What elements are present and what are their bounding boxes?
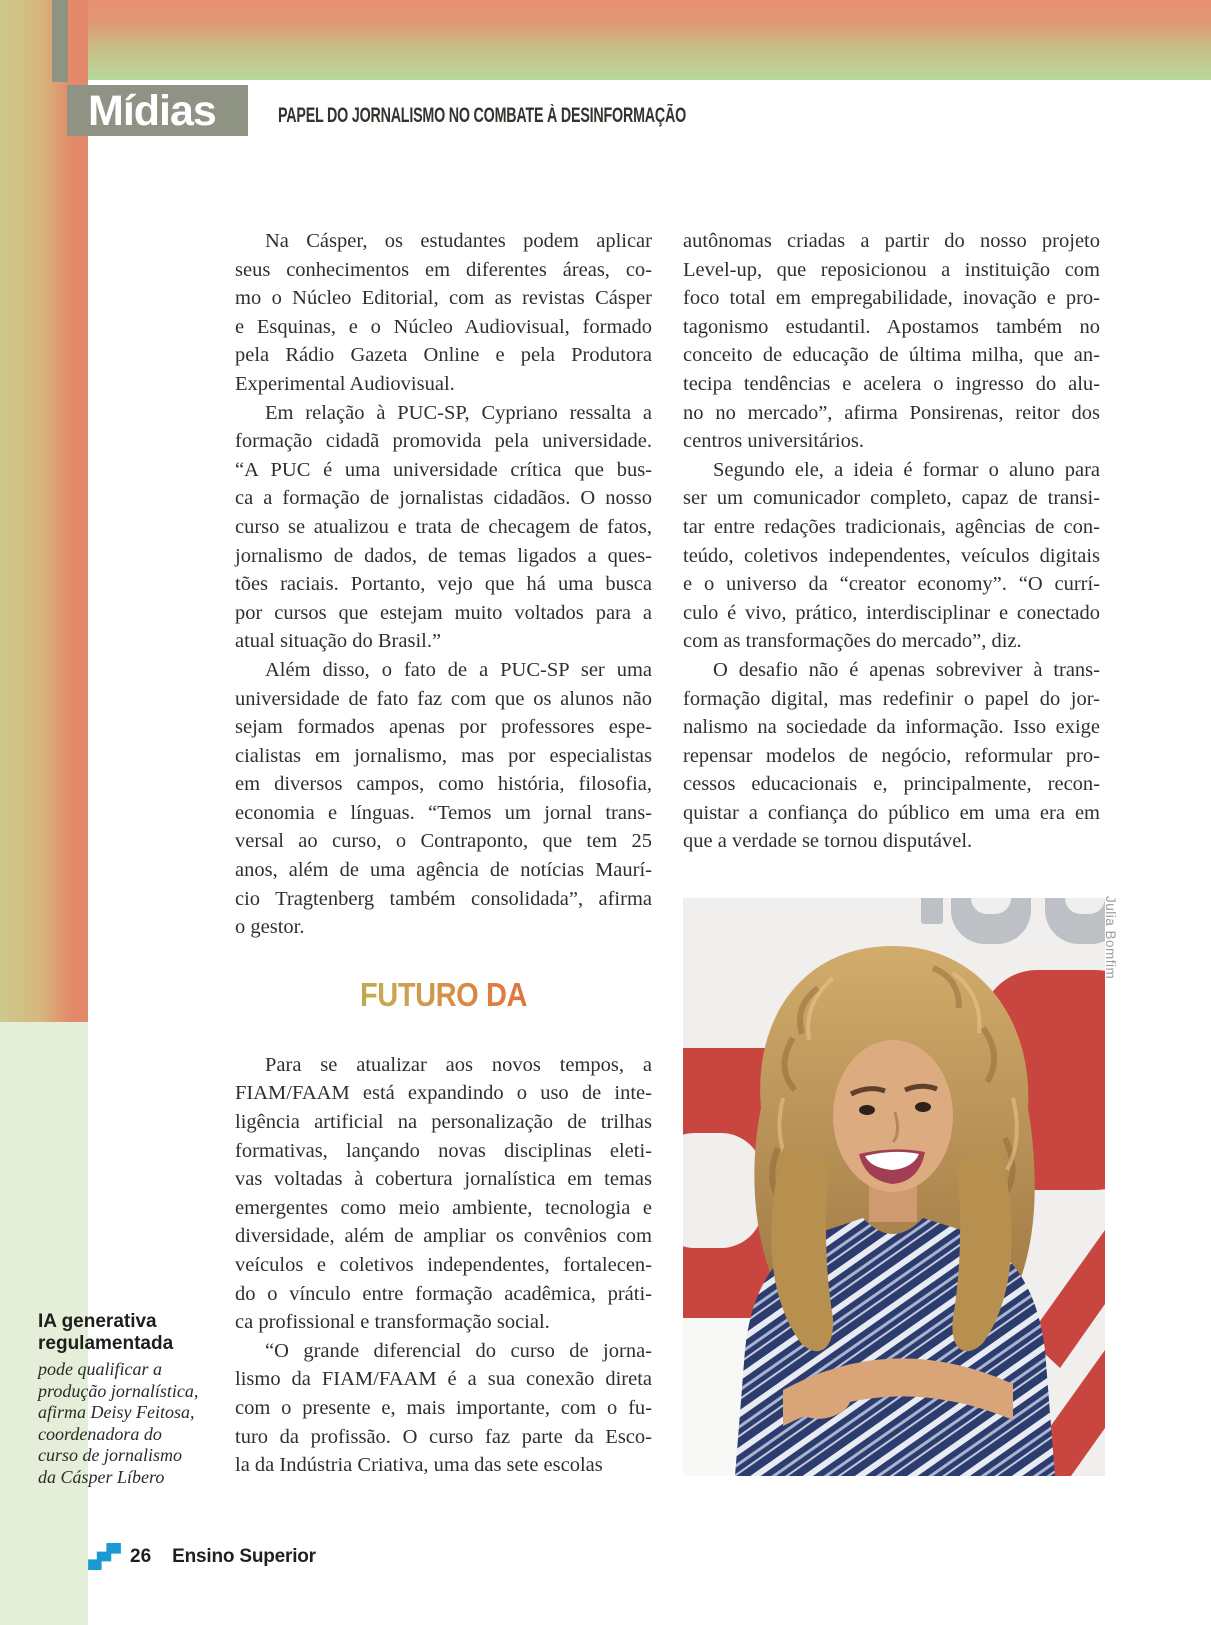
- note-body-line: pode qualificar a: [38, 1359, 162, 1379]
- paragraph: [683, 456, 1100, 656]
- body-line: [235, 227, 652, 256]
- body-line-text: que a verdade se tornou disputável.: [683, 830, 973, 853]
- body-line: [683, 656, 1100, 685]
- body-line-text: vas voltadas à cobertura jornalística em temas: [235, 1168, 652, 1191]
- note-title-line-1: IA generativa: [38, 1311, 157, 1332]
- body-line: [235, 313, 652, 342]
- body-line-text: jornalismo de dados, de temas ligados a ques-: [235, 544, 652, 567]
- body-line: [235, 1194, 652, 1223]
- body-line-text: Além disso, o fato de a PUC-SP ser uma: [265, 658, 652, 681]
- body-line-text: sejam formados apenas por professores espe-: [235, 716, 652, 739]
- body-line-text: do o vínculo entre formação acadêmica, práti-: [235, 1282, 652, 1305]
- body-line-text: o gestor.: [235, 916, 305, 939]
- body-line-text: cio Tragtenberg também consolidada”, afirma: [235, 887, 652, 910]
- body-line-text: diversidade, além de ampliar os convênios com: [235, 1225, 652, 1248]
- body-line-text: “O grande diferencial do curso de jorna-: [265, 1339, 652, 1362]
- body-line: [235, 456, 652, 485]
- body-line-text: quistar a confiança do público em uma era em: [683, 801, 1100, 824]
- body-line-text: formação digital, mas redefinir o papel do jor-: [683, 687, 1100, 710]
- sidebar-note: [38, 1311, 208, 1488]
- article-column-left: [235, 227, 652, 1480]
- article-column-right: [683, 227, 1100, 856]
- body-line: [235, 1337, 652, 1366]
- body-line-text: tagonismo estudantil. Apostamos também no: [683, 315, 1100, 338]
- body-line: [235, 1079, 652, 1108]
- body-line: [235, 913, 652, 942]
- body-line: [235, 1108, 652, 1137]
- body-line-text: nalismo na sociedade da informação. Isso exige: [683, 716, 1100, 739]
- body-line-text: veículos e coletivos independentes, fortalecen-: [235, 1254, 652, 1276]
- note-body-line: da Cásper Líbero: [38, 1466, 165, 1487]
- body-line: [235, 370, 652, 399]
- note-body-line: produção jornalística,: [38, 1380, 199, 1401]
- body-line-text: pela Rádio Gazeta Online e pela Produtora: [235, 344, 652, 367]
- body-line-text: emergentes como meio ambiente, tecnologia e: [235, 1196, 652, 1219]
- body-line: [235, 513, 652, 542]
- body-line: [235, 856, 652, 885]
- body-line: [235, 1365, 652, 1394]
- photo-credit: Julia Bomfim: [1103, 896, 1118, 980]
- note-body: [38, 1359, 208, 1488]
- body-line-text: tões raciais. Portanto, vejo que há uma busca: [235, 573, 652, 596]
- note-body-line: afirma Deisy Feitosa,: [38, 1402, 195, 1422]
- body-line: [683, 456, 1100, 485]
- body-line: [235, 1051, 652, 1080]
- body-line-text: O desafio não é apenas sobreviver à trans-: [713, 658, 1100, 681]
- woman-portrait: [735, 946, 1055, 1476]
- corner-accent-bar: [52, 0, 68, 82]
- body-line-text: FIAM/FAAM está expandindo o uso de inte-: [235, 1082, 652, 1105]
- body-line-text: e Esquinas, e o Núcleo Audiovisual, formado: [235, 315, 652, 338]
- body-line-text: com o presente e, mais importante, com o fu-: [235, 1396, 652, 1419]
- body-line-text: ser um comunicador completo, capaz de transi-: [683, 487, 1100, 510]
- body-line-text: Experimental Audiovisual.: [235, 372, 455, 395]
- body-line: [235, 1423, 652, 1452]
- body-line: [235, 484, 652, 513]
- note-title-line-2: regulamentada: [38, 1333, 174, 1354]
- body-line-text: formação cidadã promovida pela universidade.: [235, 430, 652, 453]
- body-line: [683, 627, 1100, 656]
- body-line-text: curso se atualizou e trata de checagem de fatos,: [235, 515, 652, 538]
- body-line-text: anos, além de uma agência de notícias Maurí-: [235, 859, 652, 882]
- paragraph: [235, 1051, 652, 1337]
- section-badge: [67, 85, 248, 136]
- body-line: [235, 284, 652, 313]
- body-line-text: conceito de educação de última milha, que an-: [683, 344, 1100, 367]
- body-line: [235, 1165, 652, 1194]
- body-line: [683, 685, 1100, 714]
- body-line-text: tar entre redações tradicionais, agências de con-: [683, 515, 1100, 538]
- body-line: [235, 1222, 652, 1251]
- body-line-text: cialistas em jornalismo, mas por especialistas: [235, 744, 652, 767]
- body-line-text: mo o Núcleo Editorial, com as revistas Cásper: [235, 287, 652, 310]
- steps-logo-icon: [88, 1543, 121, 1570]
- section-label: Mídias: [88, 87, 216, 135]
- paragraph: [235, 1337, 652, 1480]
- body-line-text: no no mercado”, afirma Ponsirenas, reitor dos: [683, 401, 1100, 424]
- body-line-text: e o universo da “creator economy”. “O currí-: [683, 573, 1100, 596]
- body-line-text: em diversos campos, como história, filosofia,: [235, 773, 652, 796]
- body-line: [683, 227, 1100, 256]
- body-line: [235, 1451, 652, 1480]
- body-line-text: atual situação do Brasil.”: [235, 630, 442, 653]
- body-line: [235, 713, 652, 742]
- body-line-text: ca profissional e transformação social.: [235, 1311, 550, 1334]
- body-line: [683, 599, 1100, 628]
- article-photo: [683, 898, 1105, 1476]
- body-line-text: por cursos que estejam muito voltados para a: [235, 601, 652, 624]
- body-line-text: cessos educacionais e, principalmente, recon-: [683, 773, 1100, 796]
- note-body-line: coordenadora do: [38, 1423, 162, 1444]
- photo-illustration: [683, 898, 1105, 1476]
- body-line-text: lismo da FIAM/FAAM é a sua conexão direta: [235, 1368, 652, 1391]
- paragraph: [235, 399, 652, 656]
- body-line: [683, 284, 1100, 313]
- body-line-text: versal ao curso, o Contraponto, que tem 25: [235, 830, 652, 853]
- body-line: [683, 799, 1100, 828]
- top-gradient-band: [88, 0, 1211, 80]
- body-line-text: turo da profissão. O curso faz parte da Esco-: [235, 1425, 652, 1448]
- body-line: [235, 599, 652, 628]
- body-line: [683, 827, 1100, 856]
- body-line-text: seus conhecimentos em diferentes áreas, co-: [235, 258, 652, 281]
- body-line: [235, 770, 652, 799]
- body-line: [683, 742, 1100, 771]
- paragraph: [235, 656, 652, 942]
- body-line-text: “A PUC é uma universidade crítica que bus-: [235, 458, 652, 481]
- body-line: [683, 542, 1100, 571]
- body-line: [235, 542, 652, 571]
- body-line-text: tecipa tendências e acelera o ingresso do alu-: [683, 372, 1100, 395]
- note-body-line: curso de jornalismo: [38, 1445, 182, 1465]
- left-gradient-stripe: [0, 0, 88, 1022]
- body-line: [683, 713, 1100, 742]
- body-line: [235, 427, 652, 456]
- body-line-text: centros universitários.: [683, 430, 865, 453]
- body-line: [235, 742, 652, 771]
- body-line: [235, 570, 652, 599]
- body-line-text: culo é vivo, prático, interdisciplinar e conectado: [683, 601, 1100, 624]
- magazine-name: Ensino Superior: [172, 1545, 316, 1567]
- body-line: [235, 1308, 652, 1337]
- body-line-text: Em relação à PUC-SP, Cypriano ressalta a: [265, 401, 652, 424]
- body-line: [235, 1280, 652, 1309]
- body-line-text: formativas, lançando novas disciplinas eleti-: [235, 1139, 652, 1162]
- body-line: [235, 799, 652, 828]
- section-heading: FUTURO DA INFORMAÇÃO: [260, 975, 627, 1015]
- body-line-text: la da Indústria Criativa, uma das sete escolas: [235, 1454, 603, 1477]
- body-line-text: teúdo, coletivos independentes, veículos digitais: [683, 544, 1100, 567]
- body-line: [235, 341, 652, 370]
- body-line: [235, 685, 652, 714]
- body-line: [235, 256, 652, 285]
- body-line-text: Segundo ele, a ideia é formar o aluno para: [713, 458, 1100, 481]
- body-line-text: Na Cásper, os estudantes podem aplicar: [265, 230, 652, 252]
- page-footer: [88, 1543, 316, 1570]
- body-line: [683, 313, 1100, 342]
- paragraph: [683, 656, 1100, 856]
- body-line-text: ligência artificial na personalização de trilhas: [235, 1111, 652, 1134]
- body-line: [683, 484, 1100, 513]
- body-line-text: com as transformações do mercado”, diz.: [683, 630, 1022, 653]
- body-line: [683, 427, 1100, 456]
- body-line: [683, 370, 1100, 399]
- body-line: [235, 627, 652, 656]
- body-line: [235, 885, 652, 914]
- body-line: [235, 1137, 652, 1166]
- body-line-text: Para se atualizar aos novos tempos, a: [265, 1053, 652, 1076]
- body-line: [235, 1251, 652, 1280]
- body-line-text: repensar modelos de negócio, reformular pro-: [683, 744, 1100, 767]
- body-line-text: economia e línguas. “Temos um jornal trans-: [235, 801, 652, 824]
- body-line: [683, 399, 1100, 428]
- body-line-text: ca a formação de jornalistas cidadãos. O nosso: [235, 487, 652, 510]
- body-line: [235, 399, 652, 428]
- body-line: [683, 770, 1100, 799]
- body-line: [683, 513, 1100, 542]
- paragraph: [683, 227, 1100, 456]
- body-line: [235, 1394, 652, 1423]
- body-line: [683, 256, 1100, 285]
- body-line: [235, 656, 652, 685]
- body-line-text: universidade de fato faz com que os alunos não: [235, 687, 652, 710]
- page-number: 26: [130, 1545, 152, 1567]
- body-line: [235, 827, 652, 856]
- body-line: [683, 341, 1100, 370]
- body-line-text: Level-up, que reposicionou a instituição com: [683, 258, 1100, 281]
- paragraph: [235, 227, 652, 399]
- body-line-text: autônomas criadas a partir do nosso projeto: [683, 230, 1100, 252]
- body-line-text: foco total em empregabilidade, inovação e pro-: [683, 287, 1100, 310]
- body-line: [683, 570, 1100, 599]
- article-kicker: PAPEL DO JORNALISMO NO COMBATE À DESINFORMAÇÃO: [278, 104, 686, 127]
